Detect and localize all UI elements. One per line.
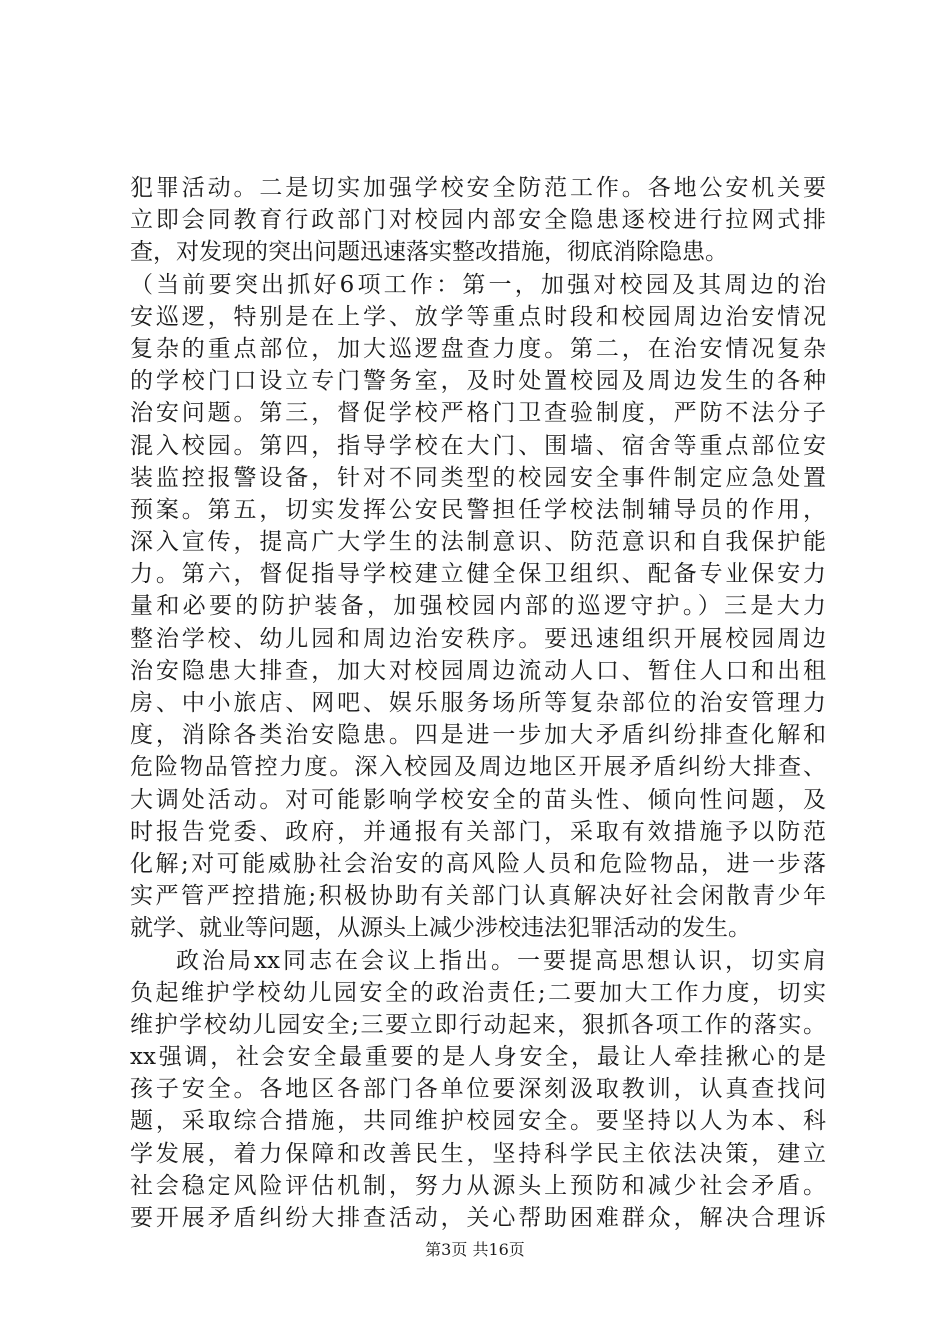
body-text <box>130 172 826 1234</box>
text-line: 装监控报警设备，针对不同类型的校园安全事件制定应急处置 <box>130 464 826 491</box>
text-line: 维护学校幼儿园安全;三要立即行动起来，狠抓各项工作的落实。 <box>130 1011 826 1038</box>
text-line: 房、中小旅店、网吧、娱乐服务场所等复杂部位的治安管理力 <box>130 690 826 716</box>
text-line: 整治学校、幼儿园和周边治安秩序。要迅速组织开展校园周边 <box>130 625 826 652</box>
page-number-footer: 第3页 共16页 <box>425 1240 525 1259</box>
text-line: 时报告党委、政府，并通报有关部门，采取有效措施予以防范 <box>130 818 826 845</box>
text-line: 负起维护学校幼儿园安全的政治责任;二要加大工作力度，切实 <box>130 979 826 1006</box>
text-line: 力。第六，督促指导学校建立健全保卫组织、配备专业保安力 <box>130 561 826 588</box>
text-line: 的学校门口设立专门警务室，及时处置校园及周边发生的各种 <box>130 368 826 395</box>
text-line: 危险物品管控力度。深入校园及周边地区开展矛盾纠纷大排查、 <box>130 754 826 781</box>
text-line: 立即会同教育行政部门对校园内部安全隐患逐校进行拉网式排 <box>130 207 826 234</box>
text-line: 犯罪活动。二是切实加强学校安全防范工作。各地公安机关要 <box>130 175 826 201</box>
text-line: 量和必要的防护装备，加强校园内部的巡逻守护。）三是大力 <box>130 593 826 620</box>
text-line: 深入宣传，提高广大学生的法制意识、防范意识和自我保护能 <box>130 529 826 556</box>
text-line: 化解;对可能威胁社会治安的高风险人员和危险物品，进一步落 <box>130 850 826 877</box>
text-line: 查，对发现的突出问题迅速落实整改措施，彻底消除隐患。 <box>130 239 728 266</box>
text-line: 复杂的重点部位，加大巡逻盘查力度。第二，在治安情况复杂 <box>130 335 826 362</box>
text-line: 大调处活动。对可能影响学校安全的苗头性、倾向性问题，及 <box>130 786 826 813</box>
text-line: 实严管严控措施;积极协助有关部门认真解决好社会闲散青少年 <box>130 883 826 910</box>
text-line: （当前要突出抓好6项工作：第一，加强对校园及其周边的治 <box>130 271 826 298</box>
text-line: 治安问题。第三，督促学校严格门卫查验制度，严防不法分子 <box>130 400 826 427</box>
text-line: 度，消除各类治安隐患。四是进一步加大矛盾纠纷排查化解和 <box>130 722 826 749</box>
text-line: xx强调，社会安全最重要的是人身安全，最让人牵挂揪心的是 <box>130 1044 826 1071</box>
text-line: 就学、就业等问题，从源头上减少涉校违法犯罪活动的发生。 <box>130 915 751 942</box>
text-line: 孩子安全。各地区各部门各单位要深刻汲取教训，认真查找问 <box>130 1076 826 1103</box>
text-line: 社会稳定风险评估机制，努力从源头上预防和减少社会矛盾。 <box>130 1172 826 1199</box>
text-line: 预案。第五，切实发挥公安民警担任学校法制辅导员的作用， <box>130 496 826 523</box>
text-line: 题，采取综合措施，共同维护校园安全。要坚持以人为本、科 <box>130 1108 826 1135</box>
text-line: 要开展矛盾纠纷大排查活动，关心帮助困难群众，解决合理诉 <box>130 1205 826 1231</box>
paragraph-start-line: 政治局xx同志在会议上指出。一要提高思想认识，切实肩 <box>176 947 826 974</box>
text-line: 学发展，着力保障和改善民生，坚持科学民主依法决策，建立 <box>130 1140 826 1167</box>
text-line: 混入校园。第四，指导学校在大门、围墙、宿舍等重点部位安 <box>130 432 826 459</box>
text-line: 治安隐患大排查，加大对校园周边流动人口、暂住人口和出租 <box>130 657 826 684</box>
text-line: 安巡逻，特别是在上学、放学等重点时段和校园周边治安情况 <box>130 303 826 330</box>
